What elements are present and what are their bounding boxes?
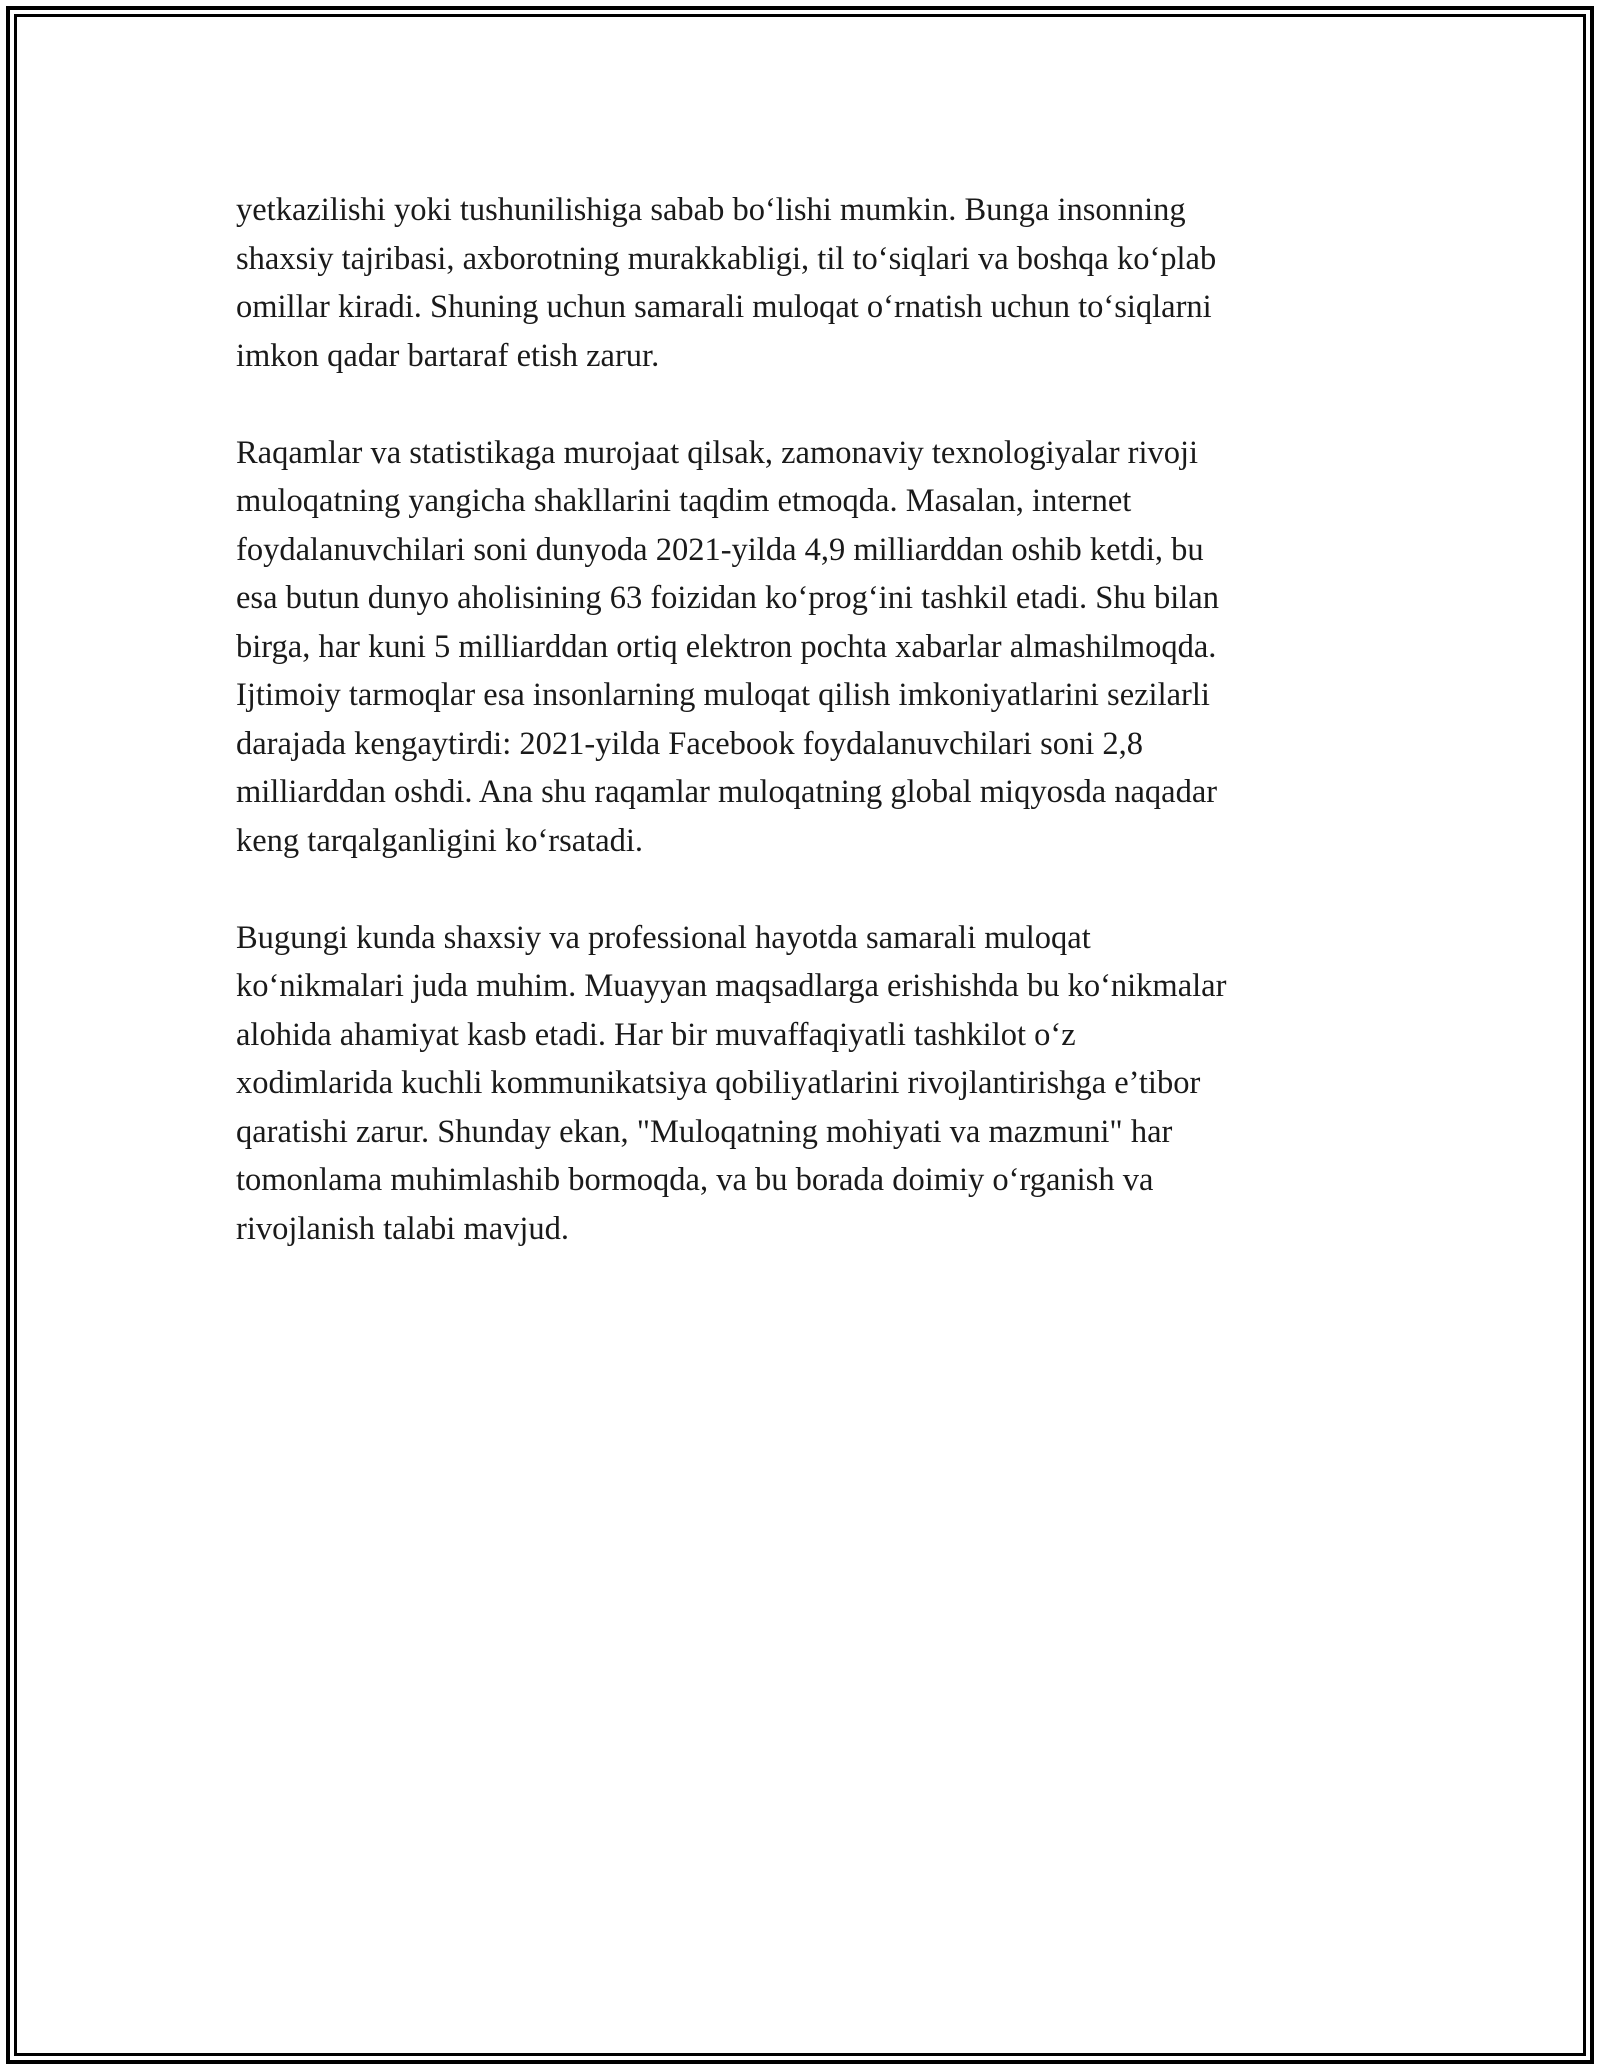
paragraph-communication-barriers [236,186,1376,380]
text-line: qaratishi zarur. Shunday ekan, "Muloqatning mohiyati va mazmuni" har [236,1113,1173,1150]
text-line: yetkazilishi yoki tushunilishiga sabab bo‘lishi mumkin. Bunga insonning [236,192,1186,228]
text-line: shaxsiy tajribasi, axborotning murakkabligi, til to‘siqlari va boshqa ko‘plab [236,240,1217,277]
text-line: ko‘nikmalari juda muhim. Muayyan maqsadlarga erishishda bu ko‘nikmalar [236,968,1227,1004]
text-line: Ijtimoiy tarmoqlar esa insonlarning muloqat qilish imkoniyatlarini sezilarli [236,677,1210,713]
document-body [236,186,1376,1302]
text-line: Bugungi kunda shaxsiy va professional hayotda samarali muloqat [236,919,1091,956]
paragraph-communication-skills [236,914,1376,1254]
text-line: esa butun dunyo aholisining 63 foizidan ko‘prog‘ini tashkil etadi. Shu bilan [236,580,1219,616]
text-line: imkon qadar bartaraf etish zarur. [236,337,660,374]
text-line: muloqatning yangicha shakllarini taqdim etmoqda. Masalan, internet [236,483,1132,519]
text-line: keng tarqalganligini ko‘rsatadi. [236,822,644,859]
text-line: darajada kengaytirdi: 2021-yilda Facebook foydalanuvchilari soni 2,8 [236,725,1144,762]
text-line: Raqamlar va statistikaga murojaat qilsak, zamonaviy texnologiyalar rivoji [236,434,1199,471]
text-line: foydalanuvchilari soni dunyoda 2021-yilda 4,9 milliarddan oshib ketdi, bu [236,531,1204,568]
text-line: omillar kiradi. Shuning uchun samarali muloqat o‘rnatish uchun to‘siqlarni [236,289,1212,325]
text-line: rivojlanish talabi mavjud. [236,1210,570,1247]
paragraph-statistics [236,429,1376,866]
text-line: birga, har kuni 5 milliarddan ortiq elektron pochta xabarlar almashilmoqda. [236,628,1217,665]
text-line: xodimlarida kuchli kommunikatsiya qobiliyatlarini rivojlantirishga e’tibor [236,1065,1201,1101]
text-line: milliarddan oshdi. Ana shu raqamlar muloqatning global miqyosda naqadar [236,774,1218,810]
text-line: tomonlama muhimlashib bormoqda, va bu borada doimiy o‘rganish va [236,1162,1154,1198]
text-line: alohida ahamiyat kasb etadi. Har bir muvaffaqiyatli tashkilot o‘z [236,1016,1076,1053]
